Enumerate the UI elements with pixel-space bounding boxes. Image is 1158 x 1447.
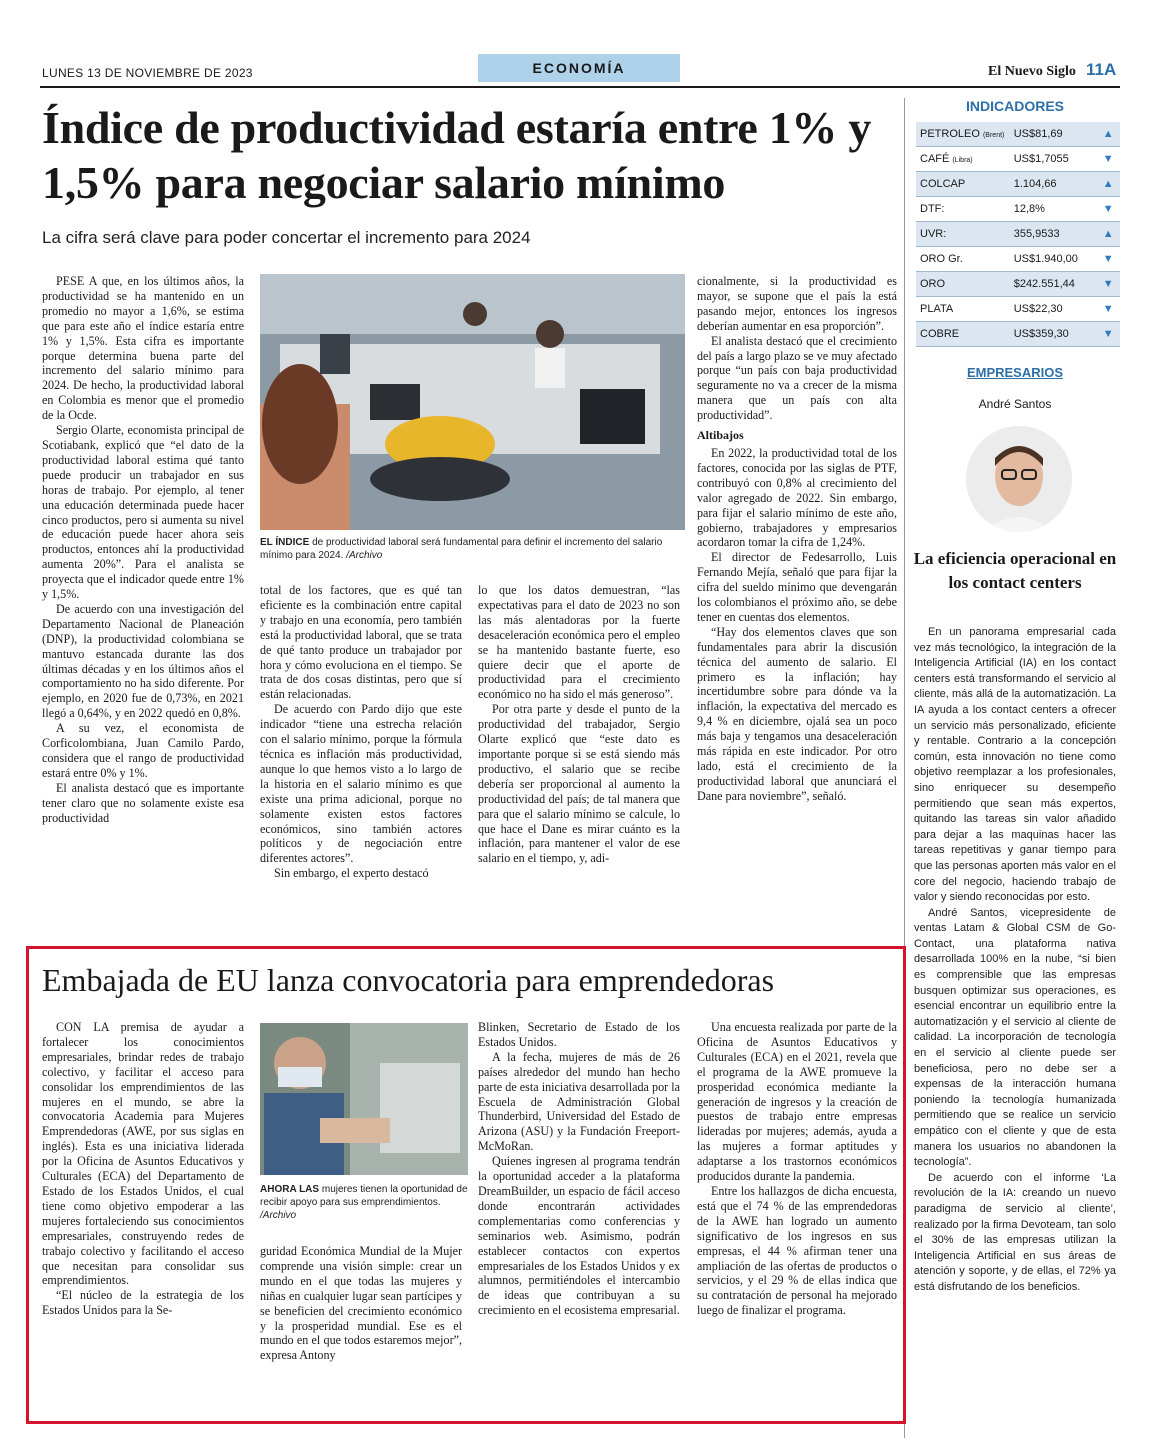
paragraph: El analista destacó que el crecimiento del país a largo plazo se ve muy afectado porque “un país con baja productividad seguramente no va a crecer de la misma manera que un país con alta productividad”. xyxy=(697,333,897,423)
article2-column-2 xyxy=(260,1244,462,1363)
paragraph: El analista destacó que es importante tener claro que no solamente existe esa productividad xyxy=(42,780,244,825)
paragraph: El director de Fedesarrollo, Luis Fernando Mejía, señaló que para fijar la cifra del sueldo mínimo que devengarán los colombianos el próximo año, se debe tener en cuentas dos elementos. xyxy=(697,550,897,624)
paragraph: Entre los hallazgos de dicha encuesta, está que el 74 % de las emprendedoras de la AWE han logrado un aumento significativo de los ingresos en sus empresas, el 44 % afirman tener una ampliación de las ofertas de productos o servicios, y el 29 % de ellas indica que su contratación de personal ha mejorado luego de finalizar el programa. xyxy=(697,1183,897,1318)
indicator-name: COBRE xyxy=(920,328,960,340)
trend-arrow-icon: ▼ xyxy=(1096,297,1120,322)
paragraph: De acuerdo con el informe ‘La revolución de la IA: creando un nuevo paradigma de servicio al cliente’, realizado por la firma Devoteam, tan solo el 30% de las empresas utilizan la Inteligencia Artificial en sus áreas de atención y soporte, y de ellas, el 72% ya está disfrutando de los beneficios. xyxy=(914,1171,1116,1293)
indicator-value: 1.104,66 xyxy=(1010,172,1097,197)
paragraph: En un panorama empresarial cada vez más tecnológico, la integración de la Inteligencia Artificial (IA) en los contact centers está transformando el servicio al cliente, más allá de la automatización. La IA ayuda a los contact centers a ofrecer un servicio más personalizado, eficiente y rentable. Contrario a la concepción común, esta innovación no tiene como objetivo reemplazar a los profesionales, sino enriquecer su desempeño permitiendo que sean más expertos, quitando las tareas sin valor añadido para dejar a las maquinas hacer las tareas repetitivas y ganar tiempo para que las personas aporten más valor en el core del negocio, haciendo trabajo de valor y siendo reconocidas por esto. xyxy=(914,626,1116,904)
paragraph: Quienes ingresen al programa tendrán la oportunidad acceder a la plataforma DreamBuilder, un espacio de fácil acceso donde encontrarán actividades complementarias como conferencias y seminarios web. Asimismo, podrán establecer contactos con expertos empresariales de los Estados Unidos y ex alumnos, permitiéndoles el intercambio de ideas que contribuyan a su crecimiento en el ecosistema empresarial. xyxy=(478,1154,680,1318)
paragraph: A su vez, el economista de Corficolombiana, Juan Camilo Pardo, considera que el rango de productividad estará entre 0% y 1%. xyxy=(42,721,244,780)
indicator-name: COLCAP xyxy=(920,178,966,190)
paragraph: Una encuesta realizada por parte de la Oficina de Asuntos Educativos y Culturales (ECA) en el 2021, revela que el programa de la AWE promueve la prosperidad económica mediante la generación de ingresos y la creación de puestos de trabajo entre empresas lideradas por mujeres; además, ayuda a las mujeres a formar aptitudes y adaptarse a los trastornos económicos producidos durante la pandemia. xyxy=(697,1020,897,1184)
author-portrait-illustration xyxy=(966,426,1072,532)
paragraph: De acuerdo con Pardo dijo que este indicador “tiene una estrecha relación con el salario mínimo, porque la fórmula técnica es inflación más productividad, aunque lo que hemos visto a lo largo de la historia en el salario mínimo es que existe una prima adicional, porque no solamente existen estos factores económicos, sino también actores políticos y de negociación entre diferentes actores”. xyxy=(260,702,462,866)
trend-arrow-icon: ▲ xyxy=(1096,222,1120,247)
paragraph: A la fecha, mujeres de más de 26 países alrededor del mundo han hecho parte de esta iniciativa desarrollada por la Escuela de Administración Global Thunderbird, Universidad del Estado de Arizona (ASU) y la Fundación Freeport-McMoRan. xyxy=(478,1049,680,1154)
column-author: André Santos xyxy=(978,397,1052,411)
indicators-title: INDICADORES xyxy=(965,98,1064,114)
paragraph: cionalmente, si la productividad es mayor, se supone que el país la está pasando mejor, entonces los ingresos deberían aumentar en esa proporción”. xyxy=(697,274,897,333)
indicator-name: ORO xyxy=(920,278,946,290)
indicator-row xyxy=(916,272,1120,297)
article2-column-3 xyxy=(478,1020,680,1318)
indicator-value: $242.551,44 xyxy=(1010,272,1097,297)
section-label: ECONOMÍA xyxy=(478,54,680,82)
empresarios-title: EMPRESARIOS xyxy=(966,365,1064,380)
article1-column-4 xyxy=(697,274,897,804)
indicator-value: 12,8% xyxy=(1010,197,1097,222)
article1-column-1 xyxy=(42,274,244,826)
article1-column-3 xyxy=(478,583,680,866)
indicator-name: PETROLEO xyxy=(920,128,980,140)
trend-arrow-icon: ▼ xyxy=(1096,322,1120,347)
paragraph: André Santos, vicepresidente de ventas Latam & Global CSM de Go-Contact, una plataforma nativa desarrollada 100% en la nube, “si bien es comprensible que las empresas busquen optimizar sus operaciones, es esencial encontrar un equilibrio entre la automatización y el servicio al cliente de calidad. La incorporación de tecnología en el servicio al cliente puede ser beneficiosa, pero no debe ser a expensas de la interacción humana poniendo la tecnología humanizada permitiendo que se realice un servicio empático con el cliente y que de esta manera los usuarios no abandonen la tecnología”. xyxy=(914,906,1116,1169)
article2-column-4 xyxy=(697,1020,897,1318)
subsection-heading: Altibajos xyxy=(697,428,744,443)
indicator-row xyxy=(916,322,1120,347)
paragraph: Sin embargo, el experto destacó xyxy=(274,866,429,881)
indicator-name: ORO Gr. xyxy=(920,253,963,265)
trend-arrow-icon: ▼ xyxy=(1096,147,1120,172)
paragraph: PESE A que, en los últimos años, la productividad se ha mantenido en un promedio no mayor a 1,6%, se estima que para este año el índice estaría entre 1% y 1,5%. Esta cifra es importante porque determina buena parte del incremento del salario mínimo para 2024. De hecho, la productividad laboral en Colombia es menor que el promedio de la Ocde. xyxy=(42,274,244,423)
article1-photo-caption xyxy=(260,536,685,562)
indicator-row xyxy=(916,197,1120,222)
opinion-headline: La eficiencia operacional en los contact centers xyxy=(913,549,1117,592)
opinion-body xyxy=(914,625,1116,1296)
indicator-row xyxy=(916,297,1120,322)
indicator-name: UVR: xyxy=(920,228,947,240)
paragraph: guridad Económica Mundial de la Mujer comprende una visión simple: crear un mundo en el que todas las mujeres y niñas en cualquier lugar sean partícipes y se beneficien del crecimiento económico y la prosperidad mundial. Ese es el mundo en el que todos estaremos mejor”, expresa Antony xyxy=(260,1244,462,1363)
paragraph: De acuerdo con una investigación del Departamento Nacional de Planeación (DNP), la productividad colombiana se mantuvo estancada durante las dos últimas décadas y en los últimos años el comportamiento no ha sido diferente. Por ejemplo, en 2020 fue de 0,73%, en 2021 llegó a 0,64%, y en 2022 quedó en 0,8%. xyxy=(42,601,244,721)
indicator-value: US$1,7055 xyxy=(1010,147,1097,172)
header-rule xyxy=(40,86,1120,88)
indicator-row xyxy=(916,172,1120,197)
indicator-name: PLATA xyxy=(920,303,954,315)
caption-text: de productividad laboral será fundamental para definir el incremento del salario mínimo para 2024. xyxy=(260,537,663,561)
trend-arrow-icon: ▲ xyxy=(1096,122,1120,147)
indicator-name: DTF: xyxy=(920,203,945,215)
indicator-value: US$81,69 xyxy=(1010,122,1097,147)
indicator-row xyxy=(916,247,1120,272)
office-photo-illustration xyxy=(260,274,685,530)
woman-worker-photo xyxy=(260,1023,468,1175)
paragraph: Por otra parte y desde el punto de la productividad del trabajador, Sergio Olarte explicó que “este dato es importante porque si se está siendo más productivo, el salario que se recibe debería ser proporcional al aumento la productividad del país; de tal manera que para que el salario mínimo se calcule, lo que hace el Dane es mirar cuánto es la inflación, para mantener el valor de ese salario en el tiempo, y, adi- xyxy=(478,702,680,866)
paragraph: Sergio Olarte, economista principal de Scotiabank, explicó que “el dato de la productividad laboral estima qué tanto puede producir un trabajador en sus horas de trabajo. Por ejemplo, al tener una educación determinada puede hacer cinco productos, pero si aumenta su nivel de educación puede hacer ahora seis productos, entonces ahí la productividad aumenta 20%”. Para el analista se proyecta que el indicador quede entre 1% y 1,5%. xyxy=(42,423,244,602)
trend-arrow-icon: ▼ xyxy=(1096,197,1120,222)
indicator-row xyxy=(916,147,1120,172)
page-number: 11A xyxy=(1086,60,1117,79)
trend-arrow-icon: ▲ xyxy=(1096,172,1120,197)
caption-lead: EL ÍNDICE xyxy=(260,537,310,548)
indicator-value: US$359,30 xyxy=(1010,322,1097,347)
issue-date: LUNES 13 DE NOVIEMBRE DE 2023 xyxy=(42,66,253,80)
indicator-note: (Brent) xyxy=(982,132,1005,139)
paragraph: “El núcleo de la estrategia de los Estados Unidos para la Se- xyxy=(42,1288,244,1318)
caption-lead: AHORA LAS xyxy=(260,1184,320,1195)
indicator-value: US$22,30 xyxy=(1010,297,1097,322)
paragraph: CON LA premisa de ayudar a fortalecer los conocimientos empresariales, brindar redes de trabajo colectivo, y facilitar el acceso para consolidar los emprendimientos de las mujeres en el mundo, se abre la convocatoria Academia para Mujeres Emprendedoras (AWE, por sus siglas en inglés). Esta es una iniciativa liderada por la Oficina de Asuntos Educativos y Culturales (ECA) del Departamento de Estado de los Estados Unidos, el cual tiene como objetivo empoderar a las mujeres fortaleciendo sus conocimientos empresariales, construyendo redes de trabajo colectivo y facilitando el acceso que necesitan para consolidar sus emprendimientos. xyxy=(42,1020,244,1288)
indicator-row xyxy=(916,122,1120,147)
newspaper-name: El Nuevo Siglo xyxy=(988,64,1076,79)
indicator-note: (Libra) xyxy=(952,157,973,164)
trend-arrow-icon: ▼ xyxy=(1096,272,1120,297)
article1-column-2 xyxy=(260,583,462,881)
indicators-table xyxy=(916,122,1120,347)
indicator-name: CAFÉ xyxy=(920,153,950,165)
indicator-value: US$1.940,00 xyxy=(1010,247,1097,272)
indicator-row xyxy=(916,222,1120,247)
paragraph: total de los factores, que es qué tan eficiente es la combinación entre capital y trabajo en una economía, pero también está la productividad laboral, que se trata de qué tanto produce un trabajador por hora y cómo evoluciona en el tiempo. Se trata de dos cosas distintas, pero que sí están relacionadas. xyxy=(260,583,462,702)
article2-headline: Embajada de EU lanza convocatoria para emprendedoras xyxy=(42,962,775,998)
paragraph: En 2022, la productividad total de los factores, conocida por las siglas de PTF, contribuyó con 0,8% al crecimiento del valor agregado de 2022. Sin embargo, para fijar el salario mínimo de este año, gobierno, trabajadores y empresarios acordaron tomar la cifra de 1,24%. xyxy=(697,445,897,550)
article2-column-1 xyxy=(42,1020,244,1318)
paragraph: “Hay dos elementos claves que son fundamentales para abrir la discusión técnica del aumento de salario. El primero es la inflación; hay incertidumbre sobre para dónde va la inflación, la expectativa del mercado es 9,4 % en diciembre, ojalá sea un poco más baja y tengamos una desaceleración más rápida en este indicador. Por otro lado, está el crecimiento de la productividad laboral que anunciará el Dane para noviembre”, señaló. xyxy=(697,624,897,803)
caption-credit: /Archivo xyxy=(260,1210,297,1221)
article1-subhead: La cifra será clave para poder concertar el incremento para 2024 xyxy=(42,228,531,247)
indicator-value: 355,9533 xyxy=(1010,222,1097,247)
author-portrait xyxy=(966,426,1072,532)
caption-text: mujeres tienen la oportunidad de recibir apoyo para sus emprendimientos. xyxy=(260,1184,468,1208)
paragraph: lo que los datos demuestran, “las expectativas para el dato de 2023 no son las más alentadoras por la fuerte desaceleración económica pero el empleo se ha mantenido bastante fuerte, eso quiere decir que el aporte de productividad para el crecimiento económico no ha sido el más generoso”. xyxy=(478,583,680,702)
office-workers-photo xyxy=(260,274,685,530)
article1-headline: Índice de productividad estaría entre 1% y 1,5% para negociar salario mínimo xyxy=(42,102,872,208)
article2-photo-caption xyxy=(260,1183,468,1222)
woman-photo-illustration xyxy=(260,1023,468,1175)
paragraph: Blinken, Secretario de Estado de los Estados Unidos. xyxy=(478,1020,680,1049)
trend-arrow-icon: ▼ xyxy=(1096,247,1120,272)
caption-credit: /Archivo xyxy=(346,550,383,561)
